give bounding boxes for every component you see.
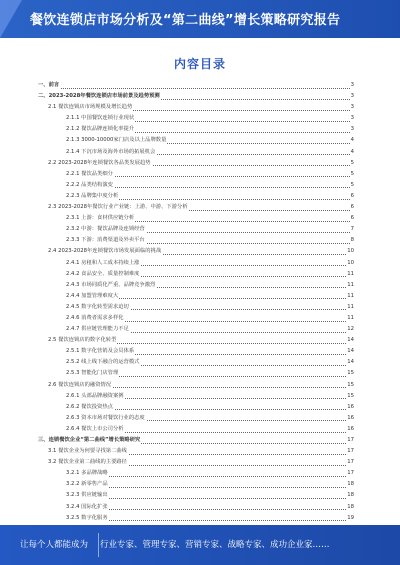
toc-entry[interactable] [38, 135, 354, 146]
toc-entry-label: 2.2 2023-2028年连锁餐饮各品类发展趋势 [48, 158, 152, 169]
toc-entry-label: 3.1 餐饮企业为何要寻找第二曲线 [48, 446, 128, 457]
toc-entry-label: 2.1.3 3000-10000家门店及以上品牌数量 [66, 135, 167, 146]
toc-entry-page: 18 [346, 479, 354, 490]
toc-entry[interactable] [38, 302, 354, 313]
toc-entry-page: 18 [346, 490, 354, 501]
toc-entry-label: 2.4.7 供应链管理能力不足 [66, 324, 130, 335]
toc-entry-page: 11 [346, 302, 354, 313]
toc-leader-dots [66, 520, 354, 521]
toc-entry[interactable] [38, 102, 354, 113]
toc-entry-page: 17 [346, 446, 354, 457]
toc-entry-page: 16 [346, 424, 354, 435]
footer-tagline: 行业专家、管理专家、营销专家、战略专家、成功企业家…… [100, 540, 330, 550]
toc-entry[interactable] [38, 324, 354, 335]
header-accent [0, 0, 22, 38]
toc-entry-label: 2.3.2 中游：餐饮品牌及连锁经营 [66, 224, 146, 235]
toc-entry-page: 11 [346, 269, 354, 280]
toc-entry-page: 11 [346, 280, 354, 291]
toc-entry-page: 14 [346, 346, 354, 357]
toc-entry-page: 10 [346, 246, 354, 257]
toc-entry-page: 6 [350, 213, 354, 224]
toc-entry-page: 14 [346, 357, 354, 368]
toc-entry-page: 5 [350, 169, 354, 180]
toc-entry[interactable] [38, 502, 354, 513]
toc-entry-label: 2.1.2 餐饮品牌连锁化率提升 [66, 124, 135, 135]
toc-entry-label: 2.4.6 消费者需求多样化 [66, 313, 125, 324]
toc-leader-dots [66, 476, 354, 477]
toc-entry[interactable] [38, 457, 354, 468]
toc-entry-page: 15 [346, 391, 354, 402]
footer-banner [0, 525, 400, 565]
toc-entry-label: 2.6.1 头部品牌融资案例 [66, 391, 125, 402]
toc-entry-page: 7 [350, 224, 354, 235]
header-title: 餐饮连锁店市场分析及“第二曲线”增长策略研究报告 [30, 13, 341, 28]
toc-entry-label: 2.6.3 资本市场对餐饮行业的态度 [66, 413, 146, 424]
toc-entry-label: 2.2.2 品类结构演变 [66, 180, 114, 191]
toc-entry[interactable] [38, 380, 354, 391]
toc-entry-page: 6 [350, 191, 354, 202]
toc-entry-label: 2.5.2 线上线下融合的运营模式 [66, 357, 140, 368]
toc-entry[interactable] [38, 446, 354, 457]
header-banner [0, 0, 400, 38]
toc-entry-page: 17 [346, 457, 354, 468]
toc-entry-page: 3 [350, 124, 354, 135]
toc-leader-dots [66, 487, 354, 488]
toc-entry[interactable] [38, 269, 354, 280]
toc-entry-label: 3.2 餐饮企业第二曲线的主要路径 [48, 457, 128, 468]
toc-entry[interactable] [38, 357, 354, 368]
toc-entry-page: 11 [346, 291, 354, 302]
toc-entry-label: 2.2.1 餐饮品类细分 [66, 169, 114, 180]
toc-entry[interactable] [38, 258, 354, 269]
toc-leader-dots [66, 509, 354, 510]
toc-entry[interactable] [38, 335, 354, 346]
toc-entry[interactable] [38, 224, 354, 235]
toc-entry-label: 三、连锁餐饮企业“第二曲线”增长策略研究 [38, 435, 141, 446]
toc-entry-label: 2.1.4 下沉市场及海外市场的拓展机会 [66, 147, 156, 158]
toc-entry-page: 3 [350, 113, 354, 124]
toc-entry-page: 15 [346, 368, 354, 379]
toc-entry[interactable] [38, 91, 354, 102]
toc-entry[interactable] [38, 191, 354, 202]
toc-entry-label: 2.4.4 加盟管理难度大 [66, 291, 119, 302]
toc-entry-label: 3.2.4 国际化扩张 [66, 502, 109, 513]
footer-slogan: 让每个人都能成为 [20, 540, 89, 550]
toc-entry-page: 3 [350, 102, 354, 113]
toc-leader-dots [38, 88, 354, 89]
toc-entry-page: 16 [346, 413, 354, 424]
toc-entry-page: 3 [350, 91, 354, 102]
toc-entry-label: 2.3 2023-2028年餐饮行业产业链：上游、中游、下游分析 [48, 202, 189, 213]
toc-entry-label: 2.4.3 市场同质化严重、品牌竞争激烈 [66, 280, 156, 291]
toc-entry[interactable] [38, 180, 354, 191]
table-of-contents [38, 80, 354, 524]
toc-leader-dots [66, 498, 354, 499]
toc-entry-label: 2.6 餐饮连锁店的融资情况 [48, 380, 112, 391]
toc-entry-label: 2.3.1 上游：食材供应链分析 [66, 213, 135, 224]
toc-entry[interactable] [38, 413, 354, 424]
toc-entry-page: 19 [346, 513, 354, 524]
toc-entry-label: 2.5.3 智能化门店管理 [66, 368, 119, 379]
toc-entry[interactable] [38, 313, 354, 324]
toc-entry-label: 2.5.1 数字化营销及会员体系 [66, 346, 135, 357]
toc-entry[interactable] [38, 280, 354, 291]
toc-entry[interactable] [38, 124, 354, 135]
toc-entry[interactable] [38, 113, 354, 124]
toc-entry-page: 17 [346, 435, 354, 446]
toc-entry-page: 10 [346, 258, 354, 269]
toc-entry[interactable] [38, 147, 354, 158]
toc-entry-label: 2.5 餐饮连锁店的数字化转型 [48, 335, 117, 346]
toc-entry-label: 3.2.5 数字化服务 [66, 513, 109, 524]
toc-entry-page: 8 [350, 235, 354, 246]
toc-entry-page: 4 [350, 147, 354, 158]
toc-entry-label: 3.2.3 供应链输出 [66, 490, 109, 501]
toc-entry-label: 2.1.1 中国餐饮连锁行业现状 [66, 113, 135, 124]
footer-divider [98, 533, 99, 557]
toc-entry-label: 2.4.1 房租和人工成本持续上涨 [66, 258, 140, 269]
toc-entry[interactable] [38, 513, 354, 524]
toc-entry-label: 2.6.2 餐饮投资热点 [66, 402, 114, 413]
toc-entry[interactable] [38, 424, 354, 435]
toc-entry[interactable] [38, 291, 354, 302]
toc-entry[interactable] [38, 202, 354, 213]
toc-entry-page: 5 [350, 180, 354, 191]
toc-entry-label: 3.2.2 新零售产品 [66, 479, 109, 490]
toc-entry-label: 一、前言 [38, 80, 60, 91]
toc-entry[interactable] [38, 479, 354, 490]
toc-entry[interactable] [38, 490, 354, 501]
toc-entry-page: 11 [346, 313, 354, 324]
toc-entry-page: 16 [346, 402, 354, 413]
toc-entry-page: 12 [346, 324, 354, 335]
toc-entry[interactable] [38, 368, 354, 379]
toc-entry[interactable] [38, 435, 354, 446]
toc-entry[interactable] [38, 391, 354, 402]
toc-entry[interactable] [38, 468, 354, 479]
toc-entry-label: 2.4.2 食品安全、质量控制难度 [66, 269, 140, 280]
toc-entry-page: 6 [350, 202, 354, 213]
toc-entry[interactable] [38, 213, 354, 224]
toc-entry[interactable] [38, 246, 354, 257]
toc-entry[interactable] [38, 158, 354, 169]
toc-entry-page: 5 [350, 158, 354, 169]
toc-entry-page: 14 [346, 335, 354, 346]
toc-entry-label: 2.1 餐饮连锁店市场规模及增长趋势 [48, 102, 133, 113]
toc-entry-label: 二、2023-2028年餐饮连锁店市场前景及趋势预测 [38, 91, 161, 102]
toc-entry-label: 2.2.3 品牌集中度分析 [66, 191, 119, 202]
page-title: 内容目录 [173, 57, 226, 71]
toc-entry[interactable] [38, 169, 354, 180]
toc-entry-label: 2.6.4 餐饮上市公司分析 [66, 424, 125, 435]
toc-entry-label: 3.2.1 多品牌战略 [66, 468, 109, 479]
toc-entry-label: 2.4.5 数字化转型需求迫切 [66, 302, 130, 313]
toc-entry[interactable] [38, 346, 354, 357]
toc-entry-page: 15 [346, 380, 354, 391]
toc-entry-label: 2.3.3 下游：消费渠道及外卖平台 [66, 235, 146, 246]
toc-entry-page: 3 [350, 80, 354, 91]
toc-entry-page: 18 [346, 502, 354, 513]
toc-entry-label: 2.4 2023-2028年连锁餐饮市场发展面临的挑战 [48, 246, 162, 257]
toc-entry-page: 17 [346, 468, 354, 479]
toc-entry[interactable] [38, 402, 354, 413]
toc-entry[interactable] [38, 235, 354, 246]
toc-entry[interactable] [38, 80, 354, 91]
toc-entry-page: 4 [350, 135, 354, 146]
